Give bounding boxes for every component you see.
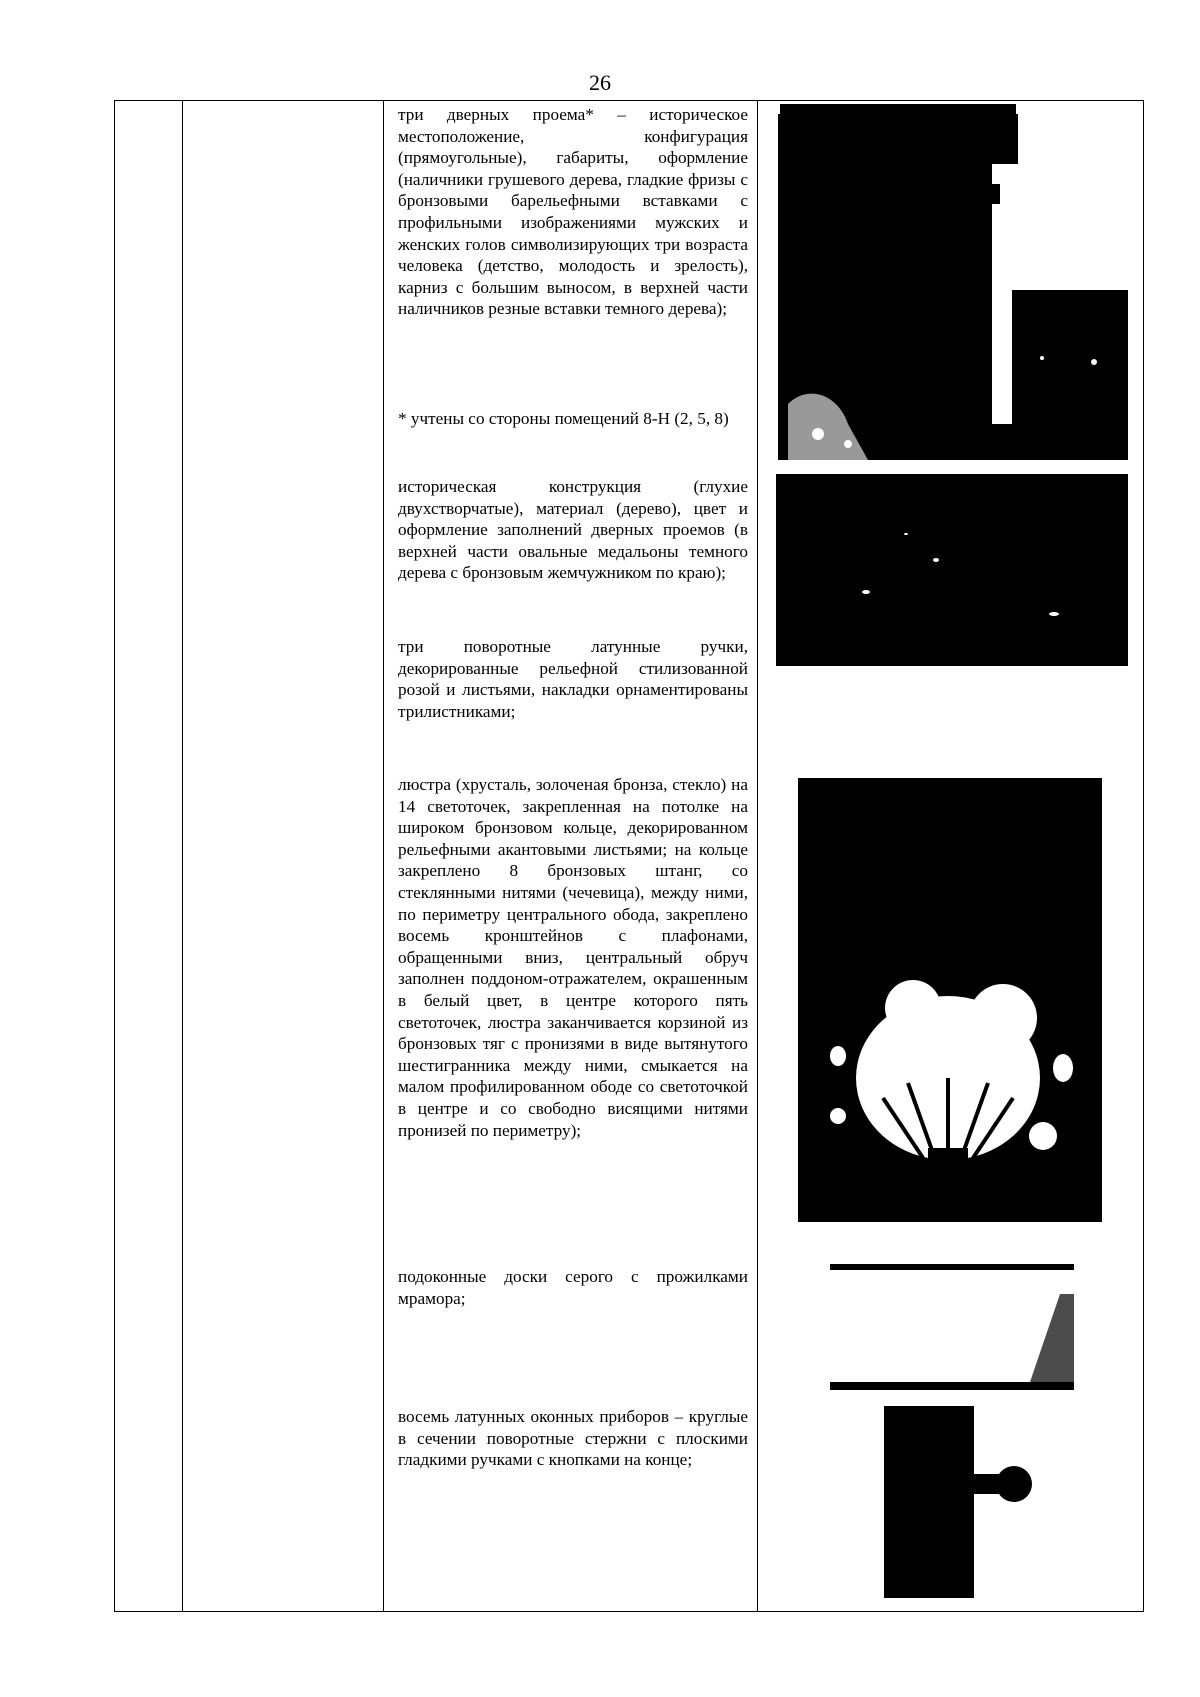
page-number: 26 [589,70,611,95]
chandelier-photo [798,778,1102,1222]
paragraph-window-fittings: восемь латунных оконных приборов – круглые в сечении поворотные стержни с плоскими гладкими ручками с кнопками на конце; [398,1407,748,1470]
paragraph-window-sills: подоконные доски серого с прожилками мрамора; [398,1267,748,1308]
door-frame-photo [778,104,1020,460]
door-detail-photo [1012,290,1128,460]
window-fitting-photo [880,1406,1036,1598]
paragraph-door-construction: историческая конструкция (глухие двухстворчатые), материал (дерево), цвет и оформление заполнений дверных проемов (в верхней части овальные медальоны темного дерева с бронзовым жемчужником по краю); [398,477,748,583]
door-leaf-photo [776,474,1128,666]
column-divider [383,101,384,1611]
paragraph-door-handles: три поворотные латунные ручки, декорированные рельефной стилизованной розой и листьями, накладки орнаментированы трилистниками; [398,637,748,721]
paragraph-chandelier: люстра (хрусталь, золоченая бронза, стекло) на 14 светоточек, закрепленная на потолке на широком бронзовом кольце, декорированном рельефными акантовыми листьями; на кольце закреплено 8 бронзовых штанг, со стеклянными нитями (чечевица), между ними, по периметру центрального обода, закреплено восемь кронштейнов с плафонами, обращенными вниз, центральный обруч заполнен поддоном-отражателем, окрашенным в белый цвет, в центре которого пять светоточек, люстра заканчивается корзиной из бронзовых тяг с пронизями в виде вытянутого шестигранника между ними, смыкается на малом профилированном ободе со светоточкой в центре и со свободно висящими нитями пронизей по периметру); [398,775,748,1140]
column-divider [182,101,183,1611]
paragraph-footnote: * учтены со стороны помещений 8-Н (2, 5, 8) [398,409,729,428]
paragraph-door-openings: три дверных проема* – историческое местоположение, конфигурация (прямоугольные), габариты, оформление (наличники грушевого дерева, гладкие фризы с бронзовыми барельефными вставками с профильными изображениями мужских и женских голов символизирующих три возраста человека (детство, молодость и зрелость), карниз с большим выносом, в верхней части наличников резные вставки темного дерева); [398,105,748,319]
window-sill-photo [830,1264,1074,1390]
column-divider [757,101,758,1611]
